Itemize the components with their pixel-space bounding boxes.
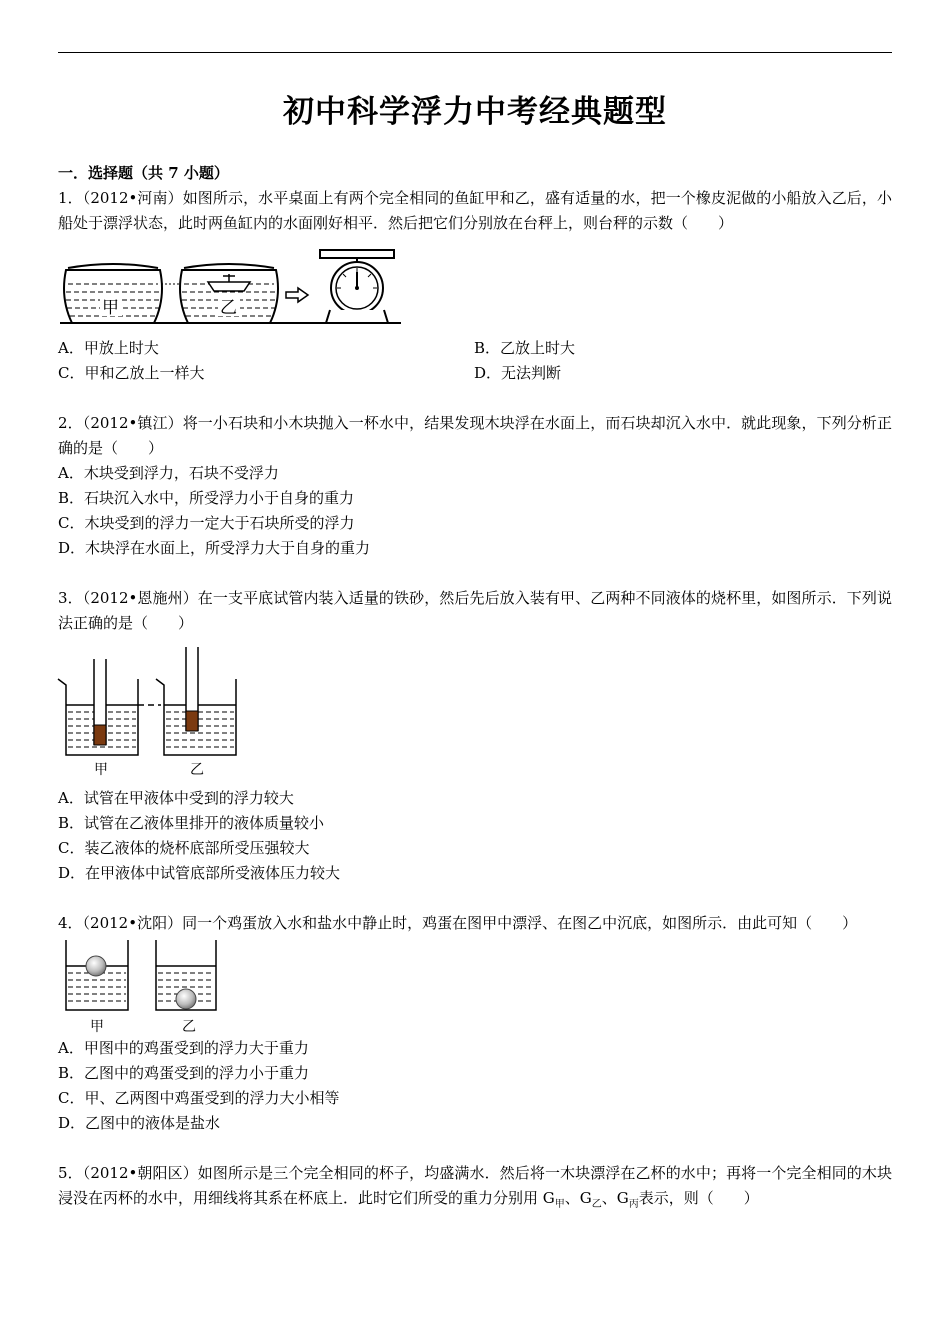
q5-stem-a: 5．（2012•朝阳区）如图所示是三个完全相同的杯子，均盛满水．然后将一木块漂浮在乙杯的水中；再将一个完全相同的木块浸没在丙杯的水中，用细线将其系在杯底上．此时它们所受的重力分别用 G bbox=[58, 1164, 892, 1207]
question-1-stem: 1．（2012•河南）如图所示，水平桌面上有两个完全相同的鱼缸甲和乙，盛有适量的水，把一个橡皮泥做的小船放入乙后，小船处于漂浮状态，此时两鱼缸内的水面刚好相平．然后把它们分别放在台秤上，则台秤的示数（ ） bbox=[58, 189, 892, 232]
page-title: 初中科学浮力中考经典题型 bbox=[283, 94, 667, 130]
q4-label-yi: 乙 bbox=[182, 1019, 196, 1035]
section-heading: 一．选择题（共 7 小题） bbox=[58, 164, 229, 182]
q5-sep-2: 、G bbox=[601, 1189, 629, 1207]
q3-label-jia: 甲 bbox=[94, 762, 108, 778]
q1-figure bbox=[58, 248, 403, 330]
question-5-stem bbox=[58, 1161, 892, 1217]
q3-option-d[interactable]: D．在甲液体中试管底部所受液体压力较大 bbox=[58, 864, 341, 882]
q5-sep-1: 、G bbox=[564, 1189, 592, 1207]
q4-option-a[interactable]: A．甲图中的鸡蛋受到的浮力大于重力 bbox=[58, 1039, 309, 1057]
q3-label-yi: 乙 bbox=[190, 762, 204, 778]
q1-label-yi: 乙 bbox=[220, 298, 237, 318]
q2-option-a[interactable]: A．木块受到浮力，石块不受浮力 bbox=[58, 464, 279, 482]
q3-option-b[interactable]: B．试管在乙液体里排开的液体质量较小 bbox=[58, 814, 325, 832]
q1-label-jia: 甲 bbox=[102, 298, 119, 318]
question-4-stem: 4．（2012•沈阳）同一个鸡蛋放入水和盐水中静止时，鸡蛋在图甲中漂浮、在图乙中沉底，如图所示．由此可知（ ） bbox=[58, 914, 858, 932]
q4-option-c[interactable]: C．甲、乙两图中鸡蛋受到的浮力大小相等 bbox=[58, 1089, 340, 1107]
q3-option-c[interactable]: C．装乙液体的烧杯底部所受压强较大 bbox=[58, 839, 310, 857]
q2-option-d[interactable]: D．木块浮在水面上，所受浮力大于自身的重力 bbox=[58, 539, 371, 557]
q4-label-jia: 甲 bbox=[90, 1019, 104, 1035]
q4-option-b[interactable]: B．乙图中的鸡蛋受到的浮力小于重力 bbox=[58, 1064, 310, 1082]
q3-option-a[interactable]: A．试管在甲液体中受到的浮力较大 bbox=[58, 789, 294, 807]
q2-option-c[interactable]: C．木块受到的浮力一定大于石块所受的浮力 bbox=[58, 514, 355, 532]
question-2-stem: 2．（2012•镇江）将一小石块和小木块抛入一杯水中，结果发现木块浮在水面上，而石块却沉入水中．就此现象，下列分析正确的是（ ） bbox=[58, 414, 892, 457]
q3-figure bbox=[56, 645, 256, 780]
q4-figure bbox=[58, 938, 223, 1036]
question-3-stem: 3．（2012•恩施州）在一支平底试管内装入适量的铁砂，然后先后放入装有甲、乙两种不同液体的烧杯里，如图所示．下列说法正确的是（ ） bbox=[58, 589, 892, 632]
top-rule bbox=[58, 52, 892, 53]
q5-sub-jia: 甲 bbox=[554, 1199, 565, 1210]
q1-option-c[interactable]: C．甲和乙放上一样大 bbox=[58, 364, 205, 382]
q5-sub-bing: 丙 bbox=[628, 1199, 639, 1210]
q5-sub-yi: 乙 bbox=[591, 1199, 602, 1210]
q1-option-b[interactable]: B．乙放上时大 bbox=[474, 339, 576, 357]
q1-option-a[interactable]: A．甲放上时大 bbox=[58, 339, 159, 357]
q2-option-b[interactable]: B．石块沉入水中，所受浮力小于自身的重力 bbox=[58, 489, 355, 507]
q5-stem-b: 表示，则（ ） bbox=[638, 1189, 759, 1207]
q1-option-d[interactable]: D．无法判断 bbox=[474, 364, 562, 382]
q4-option-d[interactable]: D．乙图中的液体是盐水 bbox=[58, 1114, 221, 1132]
